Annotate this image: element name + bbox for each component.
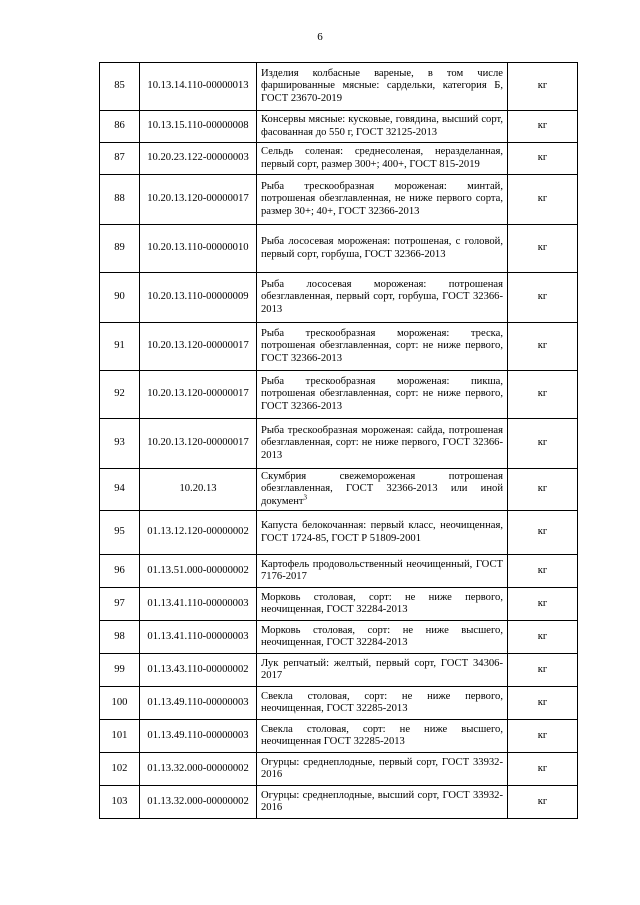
row-number: 89 bbox=[100, 225, 140, 273]
table-row bbox=[100, 621, 578, 654]
table-row bbox=[100, 111, 578, 143]
row-number: 90 bbox=[100, 273, 140, 323]
unit-of-measure: кг bbox=[508, 588, 578, 621]
table-row bbox=[100, 588, 578, 621]
product-name: Сельдь соленая: среднесоленая, неразделанная, первый сорт, размер 300+; 400+, ГОСТ 815-2019 bbox=[257, 143, 508, 175]
okpd2-code: 01.13.41.110-00000003 bbox=[140, 621, 257, 654]
unit-of-measure: кг bbox=[508, 469, 578, 511]
okpd2-code: 01.13.12.120-00000002 bbox=[140, 511, 257, 555]
product-name: Рыба лососевая мороженая: потрошеная, с головой, первый сорт, горбуша, ГОСТ 32366-2013 bbox=[257, 225, 508, 273]
table-row bbox=[100, 753, 578, 786]
table-row bbox=[100, 469, 578, 511]
product-name-text: Скумбрия свежемороженая потрошеная обезглавленная, ГОСТ 32366-2013 или иной документ bbox=[261, 471, 503, 507]
okpd2-code: 01.13.51.000-00000002 bbox=[140, 555, 257, 588]
unit-of-measure: кг bbox=[508, 621, 578, 654]
table-row bbox=[100, 63, 578, 111]
row-number: 91 bbox=[100, 323, 140, 371]
table-row bbox=[100, 371, 578, 419]
okpd2-code: 10.13.15.110-00000008 bbox=[140, 111, 257, 143]
okpd2-code: 10.20.13.110-00000009 bbox=[140, 273, 257, 323]
unit-of-measure: кг bbox=[508, 654, 578, 687]
product-name: Рыба трескообразная мороженая: минтай, потрошеная обезглавленная, не ниже первого сорта, размер 30+; 40+, ГОСТ 32366-2013 bbox=[257, 175, 508, 225]
unit-of-measure: кг bbox=[508, 720, 578, 753]
okpd2-code: 01.13.49.110-00000003 bbox=[140, 720, 257, 753]
product-name: Огурцы: среднеплодные, высший сорт, ГОСТ 33932-2016 bbox=[257, 786, 508, 819]
product-name: Огурцы: среднеплодные, первый сорт, ГОСТ 33932-2016 bbox=[257, 753, 508, 786]
okpd2-code: 10.20.23.122-00000003 bbox=[140, 143, 257, 175]
okpd2-code: 10.20.13.120-00000017 bbox=[140, 371, 257, 419]
table-row bbox=[100, 175, 578, 225]
row-number: 99 bbox=[100, 654, 140, 687]
okpd2-code: 01.13.32.000-00000002 bbox=[140, 753, 257, 786]
row-number: 96 bbox=[100, 555, 140, 588]
row-number: 85 bbox=[100, 63, 140, 111]
okpd2-code: 10.20.13 bbox=[140, 469, 257, 511]
unit-of-measure: кг bbox=[508, 555, 578, 588]
product-name: Рыба трескообразная мороженая: сайда, потрошеная обезглавленная, сорт: не ниже первого, ГОСТ 32366-2013 bbox=[257, 419, 508, 469]
page-number: 6 bbox=[317, 31, 323, 43]
product-name: Свекла столовая, сорт: не ниже высшего, неочищенная ГОСТ 32285-2013 bbox=[257, 720, 508, 753]
unit-of-measure: кг bbox=[508, 225, 578, 273]
row-number: 86 bbox=[100, 111, 140, 143]
row-number: 94 bbox=[100, 469, 140, 511]
okpd2-code: 10.20.13.120-00000017 bbox=[140, 175, 257, 225]
product-name: Консервы мясные: кусковые, говядина, высший сорт, фасованная до 550 г, ГОСТ 32125-2013 bbox=[257, 111, 508, 143]
row-number: 87 bbox=[100, 143, 140, 175]
product-name: Рыба лососевая мороженая: потрошеная обезглавленная, первый сорт, горбуша, ГОСТ 32366-2013 bbox=[257, 273, 508, 323]
unit-of-measure: кг bbox=[508, 511, 578, 555]
product-name: Морковь столовая, сорт: не ниже первого, неочищенная, ГОСТ 32284-2013 bbox=[257, 588, 508, 621]
product-name: Рыба трескообразная мороженая: треска, потрошеная обезглавленная, сорт: не ниже первого, ГОСТ 32366-2013 bbox=[257, 323, 508, 371]
table-row bbox=[100, 786, 578, 819]
product-name: Картофель продовольственный неочищенный, ГОСТ 7176-2017 bbox=[257, 555, 508, 588]
unit-of-measure: кг bbox=[508, 63, 578, 111]
unit-of-measure: кг bbox=[508, 419, 578, 469]
unit-of-measure: кг bbox=[508, 687, 578, 720]
table-row bbox=[100, 143, 578, 175]
footnote-marker: 3 bbox=[303, 493, 308, 502]
unit-of-measure: кг bbox=[508, 786, 578, 819]
product-name bbox=[257, 469, 508, 511]
unit-of-measure: кг bbox=[508, 371, 578, 419]
unit-of-measure: кг bbox=[508, 273, 578, 323]
table-row bbox=[100, 687, 578, 720]
row-number: 103 bbox=[100, 786, 140, 819]
row-number: 92 bbox=[100, 371, 140, 419]
unit-of-measure: кг bbox=[508, 753, 578, 786]
okpd2-code: 10.20.13.120-00000017 bbox=[140, 419, 257, 469]
unit-of-measure: кг bbox=[508, 111, 578, 143]
product-name: Изделия колбасные вареные, в том числе фаршированные мясные: сардельки, категория Б, ГОСТ 23670-2019 bbox=[257, 63, 508, 111]
okpd2-code: 01.13.43.110-00000002 bbox=[140, 654, 257, 687]
row-number: 102 bbox=[100, 753, 140, 786]
unit-of-measure: кг bbox=[508, 143, 578, 175]
product-name: Капуста белокочанная: первый класс, неочищенная, ГОСТ 1724-85, ГОСТ Р 51809-2001 bbox=[257, 511, 508, 555]
okpd2-code: 01.13.49.110-00000003 bbox=[140, 687, 257, 720]
product-name: Свекла столовая, сорт: не ниже первого, неочищенная, ГОСТ 32285-2013 bbox=[257, 687, 508, 720]
okpd2-code: 01.13.32.000-00000002 bbox=[140, 786, 257, 819]
table-row bbox=[100, 720, 578, 753]
table-row bbox=[100, 654, 578, 687]
table-row bbox=[100, 419, 578, 469]
okpd2-code: 10.13.14.110-00000013 bbox=[140, 63, 257, 111]
row-number: 88 bbox=[100, 175, 140, 225]
table-row bbox=[100, 225, 578, 273]
table-row bbox=[100, 323, 578, 371]
row-number: 95 bbox=[100, 511, 140, 555]
row-number: 98 bbox=[100, 621, 140, 654]
row-number: 97 bbox=[100, 588, 140, 621]
row-number: 100 bbox=[100, 687, 140, 720]
table-row bbox=[100, 273, 578, 323]
product-name: Морковь столовая, сорт: не ниже высшего, неочищенная, ГОСТ 32284-2013 bbox=[257, 621, 508, 654]
table-row bbox=[100, 511, 578, 555]
row-number: 93 bbox=[100, 419, 140, 469]
row-number: 101 bbox=[100, 720, 140, 753]
okpd2-code: 10.20.13.120-00000017 bbox=[140, 323, 257, 371]
okpd2-code: 01.13.41.110-00000003 bbox=[140, 588, 257, 621]
product-table bbox=[99, 62, 578, 819]
unit-of-measure: кг bbox=[508, 323, 578, 371]
okpd2-code: 10.20.13.110-00000010 bbox=[140, 225, 257, 273]
product-name: Рыба трескообразная мороженая: пикша, потрошеная обезглавленная, сорт: не ниже первого, ГОСТ 32366-2013 bbox=[257, 371, 508, 419]
table-row bbox=[100, 555, 578, 588]
product-name: Лук репчатый: желтый, первый сорт, ГОСТ 34306-2017 bbox=[257, 654, 508, 687]
unit-of-measure: кг bbox=[508, 175, 578, 225]
